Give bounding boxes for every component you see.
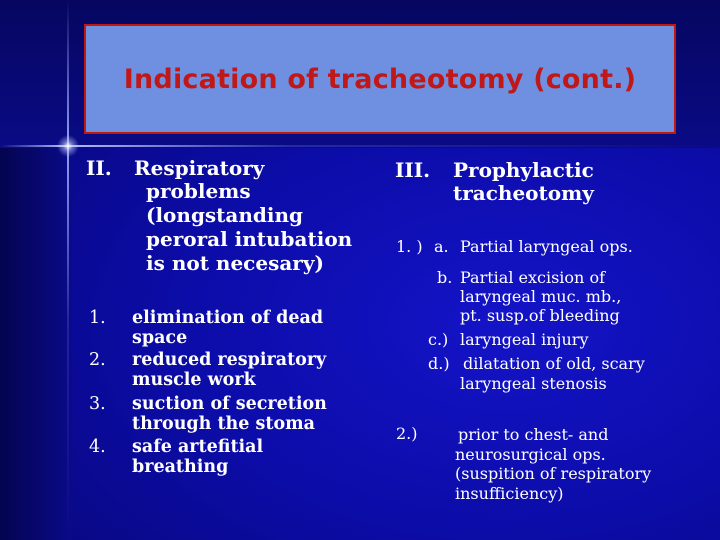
horizontal-light-line	[0, 145, 720, 147]
list-item-number: 3.	[89, 394, 106, 414]
vertical-light-line	[67, 0, 69, 540]
sub-item-text: laryngeal injury	[460, 330, 589, 349]
list-item-line: breathing	[132, 457, 229, 477]
right-heading-number: III.	[395, 158, 431, 182]
list-item-line: space	[132, 328, 188, 348]
group-text: prior to chest- and	[458, 425, 609, 444]
list-item-number: 1.	[89, 308, 106, 328]
list-item-number: 2.	[89, 350, 106, 370]
left-heading-line: problems	[146, 179, 251, 203]
sub-item-text: dilatation of old, scary	[463, 354, 645, 373]
sub-item-text: Partial excision of	[460, 268, 605, 287]
sub-item-label: c.)	[428, 330, 449, 349]
left-heading-line: peroral intubation	[146, 227, 353, 251]
title-box	[84, 24, 676, 134]
group-text: insufficiency)	[455, 484, 564, 503]
sub-item-text: pt. susp.of bleeding	[460, 306, 620, 325]
list-item-line: through the stoma	[132, 414, 315, 434]
right-heading-line: tracheotomy	[453, 181, 594, 205]
group-text: (suspition of respiratory	[455, 464, 652, 483]
sparkle-decoration	[55, 133, 81, 159]
list-item-line: suction of secretion	[132, 394, 327, 414]
list-item-line: safe artefitial	[132, 437, 264, 457]
sub-item-label: b.	[437, 268, 453, 287]
list-item-number: 4.	[89, 437, 106, 457]
sub-item-label: d.)	[428, 354, 450, 373]
sub-item-label: a.	[434, 237, 449, 256]
left-heading-line: Respiratory	[134, 156, 265, 180]
left-heading-line: is not necesary)	[146, 251, 324, 275]
group-number: 2.)	[396, 424, 418, 443]
sub-item-text: Partial laryngeal ops.	[460, 237, 633, 256]
slide-title: Indication of tracheotomy (cont.)	[123, 63, 637, 95]
right-heading-line: Prophylactic	[453, 158, 594, 182]
left-heading-line: (longstanding	[146, 203, 304, 227]
left-heading-number: II.	[86, 156, 112, 180]
group-number: 1. )	[396, 237, 423, 256]
list-item-line: elimination of dead	[132, 308, 324, 328]
sub-item-text: laryngeal muc. mb.,	[460, 287, 622, 306]
list-item-line: reduced respiratory	[132, 350, 327, 370]
list-item-line: muscle work	[132, 370, 256, 390]
group-text: neurosurgical ops.	[455, 445, 606, 464]
sub-item-text: laryngeal stenosis	[460, 374, 607, 393]
